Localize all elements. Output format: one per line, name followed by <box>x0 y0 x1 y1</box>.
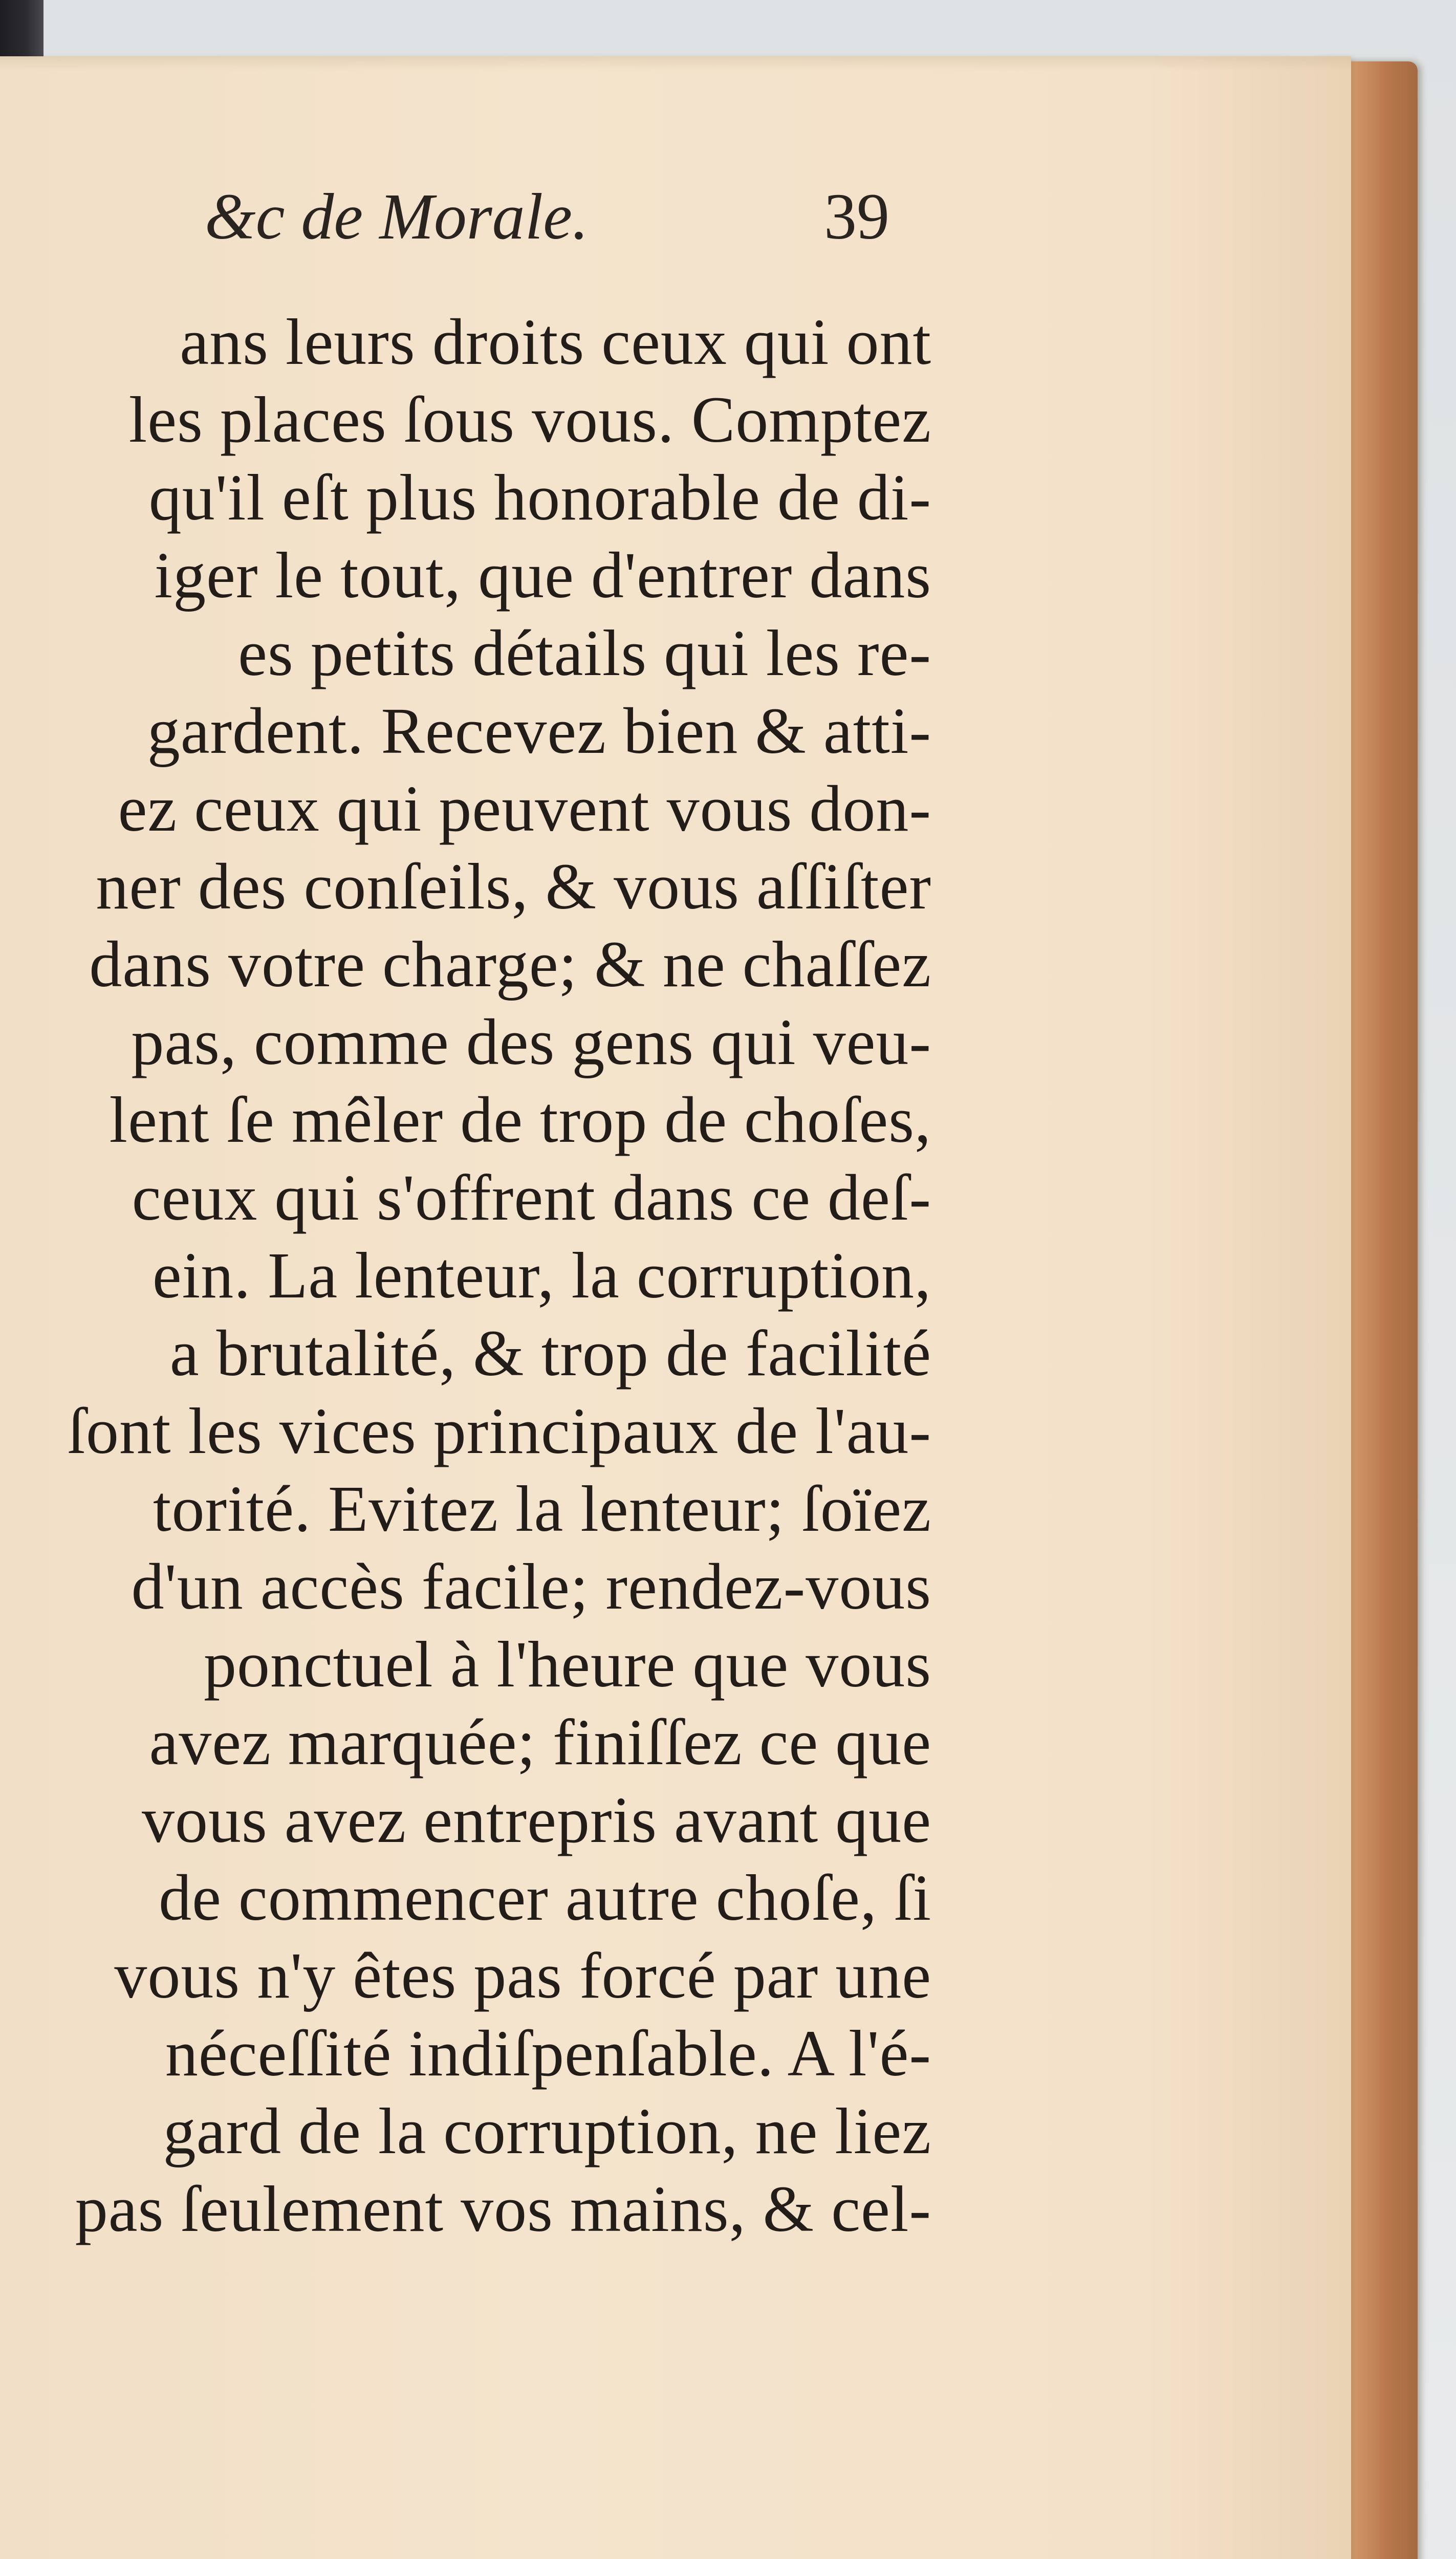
page-number: 39 <box>824 180 889 253</box>
text-line: d'un accès facile; rendez-vous <box>131 1550 931 1623</box>
text-line: pas, comme des gens qui veu- <box>131 1006 931 1078</box>
text-line: avez marquée; finiſſez ce que <box>149 1706 931 1779</box>
text-line: dans votre charge; & ne chaſſez <box>89 928 931 1001</box>
page-header <box>0 169 1351 261</box>
text-line: ceux qui s'offrent dans ce deſ- <box>132 1161 931 1234</box>
text-line: de commencer autre choſe, ſi <box>159 1861 931 1934</box>
text-line: gardent. Recevez bien & atti- <box>147 695 931 767</box>
book-page <box>0 56 1351 2559</box>
text-line: iger le tout, que d'entrer dans <box>154 539 931 612</box>
running-head: &c de Morale. <box>205 180 589 253</box>
text-line: ans leurs droits ceux qui ont <box>180 306 931 378</box>
text-line: pas ſeulement vos mains, & cel- <box>75 2173 931 2245</box>
text-line: qu'il eſt plus honorable de di- <box>148 461 931 534</box>
text-line: es petits détails qui les re- <box>238 617 931 689</box>
body-text <box>0 302 962 2329</box>
text-line: ez ceux qui peuvent vous don- <box>118 772 931 845</box>
text-line: vous n'y êtes pas forcé par une <box>114 1939 931 2012</box>
text-line: a brutalité, & trop de facilité <box>169 1317 931 1390</box>
text-line: ſont les vices principaux de l'au- <box>67 1395 931 1467</box>
text-line: torité. Evitez la lenteur; ſoïez <box>153 1472 931 1545</box>
text-line: néceſſité indiſpenſable. A l'é- <box>165 2017 931 2090</box>
text-line: lent ſe mêler de trop de choſes, <box>109 1083 931 1156</box>
text-line: ner des conſeils, & vous aſſiſter <box>96 850 931 923</box>
text-line: les places ſous vous. Comptez <box>128 383 931 456</box>
text-line: vous avez entrepris avant que <box>141 1784 931 1856</box>
text-line: ponctuel à l'heure que vous <box>203 1628 931 1701</box>
text-line: ein. La lenteur, la corruption, <box>152 1239 931 1312</box>
text-line: gard de la corruption, ne liez <box>163 2095 931 2167</box>
